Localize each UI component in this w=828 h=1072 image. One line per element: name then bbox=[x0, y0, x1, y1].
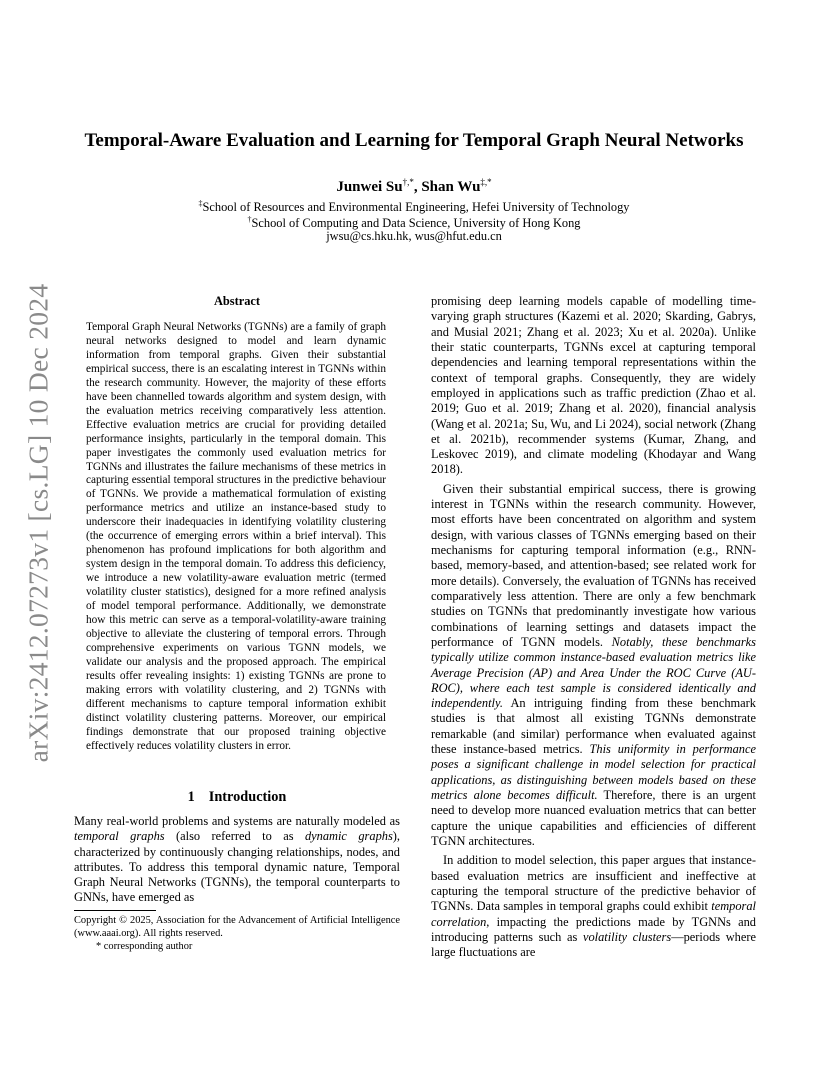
author-separator: , bbox=[413, 179, 422, 195]
text-run: ), characterized by continuously changing relationships, nodes, and attributes. To address this temporal dynamic nature, Temporal Graph Neural Networks (TGNNs), the temporal counterparts to GNNs, have emerged as bbox=[74, 829, 401, 905]
footnote-rule bbox=[74, 910, 156, 911]
corresponding-author-note: * corresponding author bbox=[96, 941, 193, 952]
emphasis: volatility clusters bbox=[582, 929, 672, 944]
emphasis: Notably, these benchmarks typically utilize common instance-based evaluation metrics like Average Precision (AP) and Area Under the ROC Curve (AU-ROC), where each test sample is considered identically and independently. bbox=[431, 634, 756, 711]
text-run: In addition to model selection, this paper argues that instance-based evaluation metrics are insufficient and ineffective at capturing the temporal structure of the predictive behavior of TGNNs. Data samples in temporal graphs could exhibit bbox=[431, 853, 756, 914]
section-number: 1 bbox=[187, 789, 195, 805]
affiliation-text: School of Resources and Environmental Engineering, Hefei University of Technology bbox=[202, 200, 630, 215]
abstract-text: Temporal Graph Neural Networks (TGNNs) are a family of graph neural networks designed to model and learn dynamic information from temporal graphs. Given their substantial empirical success, there is an escalating interest in TGNNs within the research community. However, the majority of these efforts have been channelled towards algorithm and system design, with the evaluation metrics receiving comparatively less attention. Effective evaluation metrics are crucial for providing detailed performance insights, particularly in the temporal domain. This paper investigates the commonly used evaluation metrics for TGNNs and illustrates the failure mechanisms of these metrics in capturing essential temporal structures in the predictive behaviour of TGNNs. We provide a mathematical formulation of existing performance metrics and utilize an instance-based study to underscore their inadequacies in identifying volatility clustering (the occurrence of emerging errors within a brief interval). This phenomenon has profound implications for both algorithm and system design in the temporal domain. To address this deficiency, we introduce a new volatility-aware evaluation metric (termed volatility cluster statistics), designed for a more refined analysis of model temporal performance. Additionally, we demonstrate how this metric can serve as a temporal-volatility-aware training objective to alleviate the clustering of temporal errors. Through comprehensive experiments on various TGNN models, we validate our analysis and the proposed approach. The empirical results offer revealing insights: 1) existing TGNNs are prone to making errors with volatility clustering, and 2) TGNNs with different mechanisms to capture temporal information exhibit distinct volatility clustering patterns. Moreover, our empirical findings demonstrate that our proposed training objective effectively reduces volatility clusters in error. bbox=[86, 321, 386, 752]
paper-title: Temporal-Aware Evaluation and Learning for Temporal Graph Neural Networks bbox=[84, 130, 744, 151]
emphasis: temporal graphs bbox=[74, 829, 165, 844]
author-name: Shan Wu bbox=[421, 179, 481, 195]
text-run: , impacting the predictions made by TGNNs and introducing patterns such as bbox=[431, 914, 756, 944]
text-run: Given their substantial empirical success, there is growing interest in TGNNs within the research community. However, most efforts have been concentrated on algorithm and system design, with various classes of TGNNs emerging based on their mechanisms for capturing temporal information (e.g., RNN-based, memory-based, and attention-based; see related work for more details). Conversely, the evaluation of TGNNs has received comparatively less attention. There are only a few benchmark studies on TGNNs that predominantly investigate how various combinations of learning settings and datasets impact the performance of TGNN models. bbox=[431, 481, 756, 649]
emphasis: dynamic graphs bbox=[304, 829, 393, 844]
arxiv-id: arXiv:2412.07273v1 [cs.LG] 10 Dec 2024 bbox=[22, 283, 53, 763]
body-paragraph: promising deep learning models capable of modelling time-varying graph structures (Kazemi et al. 2020; Skarding, Gabrys, and Musial 2021; Zhang et al. 2023; Xu et al. 2020a). Unlike their static counterparts, TGNNs excel at capturing temporal dependencies and learning temporal representations within the context of temporal graphs. Consequently, they are widely employed in applications such as traffic prediction (Zhao et al. 2019; Guo et al. 2019; Zhang et al. 2020), financial analysis (Wang et al. 2021a; Su, Wu, and Li 2024), social network (Zhang et al. 2021b), recommender systems (Kumar, Zhang, and Leskovec 2019), and climate modeling (Khodayar and Wang 2018). bbox=[431, 294, 756, 477]
affiliation-text: School of Computing and Data Science, University of Hong Kong bbox=[251, 216, 581, 231]
author-affil-mark: †,* bbox=[402, 177, 414, 187]
text-run: —periods where large fluctuations are bbox=[431, 929, 756, 960]
affiliation-mark: † bbox=[247, 215, 252, 224]
right-column bbox=[431, 294, 756, 960]
section-heading-introduction bbox=[74, 789, 400, 806]
affiliation-mark: ‡ bbox=[198, 199, 203, 208]
copyright-notice: Copyright © 2025, Association for the Advancement of Artificial Intelligence (www.aaai.org). All rights reserved. bbox=[74, 915, 400, 939]
section-title: Introduction bbox=[208, 789, 287, 805]
author-emails: jwsu@cs.hku.hk, wus@hfut.edu.cn bbox=[326, 229, 502, 243]
author-list bbox=[60, 172, 768, 197]
text-run: Therefore, there is an urgent need to develop more nuanced evaluation metrics that can better capture the unique capabilities and efficiencies of different TGNN architectures. bbox=[431, 788, 756, 848]
text-run: Many real-world problems and systems are naturally modeled as bbox=[74, 814, 400, 828]
emphasis: This uniformity in performance poses a significant challenge in model selection for practical applications, as distinguishing between models based on these metrics alone becomes difficult. bbox=[431, 742, 756, 802]
author-name: Junwei Su bbox=[336, 179, 403, 195]
body-paragraph bbox=[431, 853, 756, 960]
abstract-heading: Abstract bbox=[213, 294, 261, 308]
author-affil-mark: ‡,* bbox=[480, 177, 492, 187]
text-run: (also referred to as bbox=[164, 829, 305, 844]
arxiv-sidebar-stamp bbox=[18, 283, 58, 763]
footnote bbox=[74, 914, 400, 953]
text-run: An intriguing finding from these benchmark studies is that almost all existing TGNNs demonstrate remarkable (and similar) performance when evaluated against these instance-based metrics. bbox=[431, 696, 756, 757]
emphasis: temporal correlation bbox=[431, 899, 756, 929]
body-paragraph bbox=[431, 482, 756, 850]
intro-paragraph-1 bbox=[74, 814, 400, 906]
